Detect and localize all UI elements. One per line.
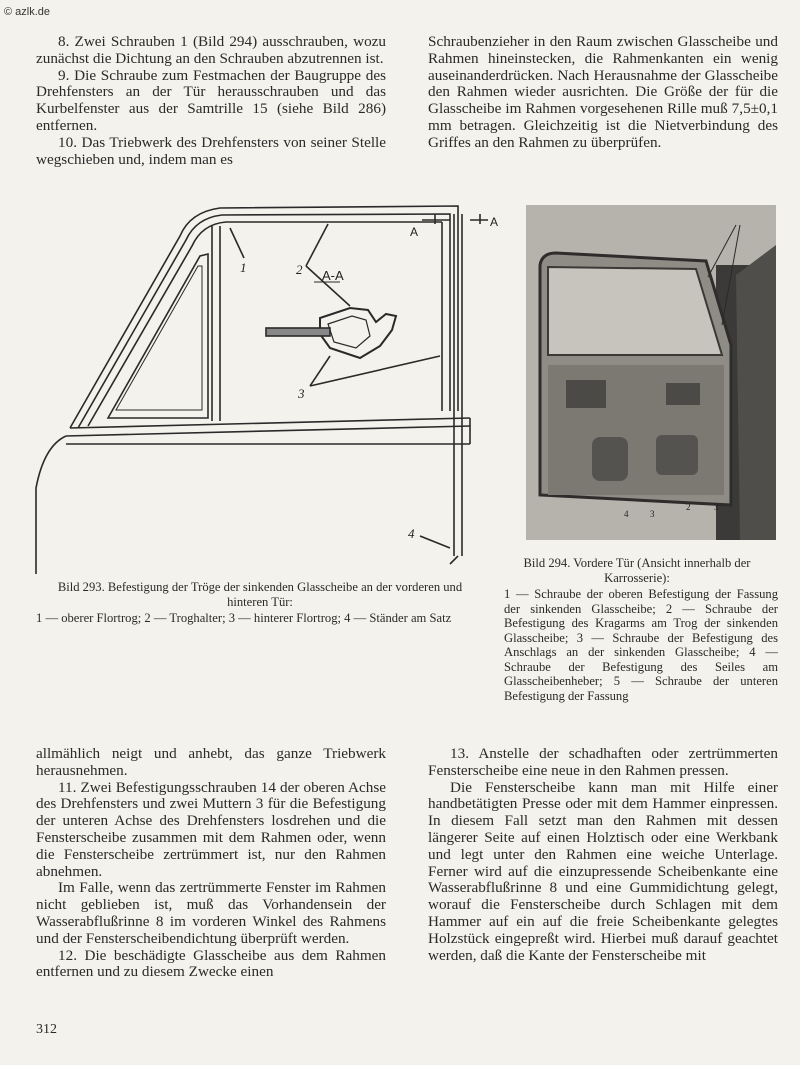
- figure-294-label-3a: 3: [650, 509, 655, 519]
- figure-293-legend: 1 — oberer Flortrog; 2 — Troghalter; 3 — hinterer Flortrog; 4 — Ständer am Satz: [36, 611, 452, 625]
- paragraph-step-10: 10. Das Triebwerk des Drehfensters von seiner Stelle wegschieben und, indem man es: [36, 133, 386, 168]
- paragraph-step-11: 11. Zwei Befestigungsschrauben 14 der oberen Achse des Drehfensters und zwei Muttern 3 für die Befestigung der unteren Achse des Drehfensters losdrehen und die Fensterscheibe zusammen mit dem Rahmen oder, wenn die Fensterscheibe zertrümmert ist, nur den Rahmen abnehmen.: [36, 778, 386, 880]
- figure-294-title: Bild 294. Vordere Tür (Ansicht innerhalb der Karrosserie):: [523, 556, 751, 585]
- paragraph-broken-window: Im Falle, wenn das zertrümmerte Fenster im Rahmen nicht geblieben ist, muß das Vorhandensein der Wasserabflußrinne 8 im vorderen Winkel des Rahmens und der Fensterscheibendichtung überprüft werden.: [36, 879, 386, 947]
- figure-293-drawing: [30, 196, 502, 574]
- paragraph-step-8: 8. Zwei Schrauben 1 (Bild 294) ausschrauben, wozu zunächst die Dichtung an den Schrauben abzutrennen ist.: [36, 33, 386, 67]
- paragraph-continuation-step-10: allmählich neigt und anhebt, das ganze Triebwerk herausnehmen.: [36, 745, 386, 779]
- figure-293-caption: [36, 580, 484, 626]
- paragraph-step-12: 12. Die beschädigte Glasscheibe aus dem Rahmen entfernen und zu diesem Zwecke einen: [36, 946, 386, 981]
- figure-294-photo: [526, 205, 776, 540]
- text-column-top-right: [428, 34, 778, 152]
- page-number: 312: [36, 1022, 57, 1037]
- figure-293-title: Bild 293. Befestigung der Tröge der sinkenden Glasscheibe an der vorderen und hinteren Tür:: [57, 580, 463, 609]
- watermark: © azlk.de: [4, 6, 51, 18]
- text-column-bottom-left: [36, 746, 386, 981]
- paragraph-pressing: Die Fensterscheibe kann man mit Hilfe einer handbetätigten Presse oder mit dem Hammer einpressen. In diesem Fall setzt man den Rahmen mit dessen längerer Seite auf einen Holztisch oder eine Werkbank und legt unter den Rahmen eine weiche Unterlage. Ferner wird auf die einzupressende Scheibenkante eine Wasserabflußrinne 8 und eine Gummidichtung gelegt, worauf die Fensterscheibe durch Schlagen mit dem Hammer auf ein auf die freie Scheibenkante gelegtes Holzstück eingepreßt wird. Hierbei muß darauf geachtet werden, daß die Kante der Fensterscheibe mit: [428, 778, 778, 964]
- paragraph-step-9: 9. Die Schraube zum Festmachen der Baugruppe des Drehfensters an der Tür herausschrauben und das Kurbelfenster aus der Samtrille 15 (siehe Bild 286) entfernen.: [36, 66, 386, 134]
- figure-294-label-3b: 3: [714, 502, 719, 512]
- paragraph-continuation: Schraubenzieher in den Raum zwischen Glasscheibe und Rahmen hineinstecken, die Rahmenkanten ein wenig auseinanderdrücken. Nach Herausnahme der Glasscheibe den Rahmen wieder ausrichten. Die Größe der für die Glasscheibe im Rahmen vorgesehenen Rille muß 7,5±0,1 mm betragen. Gleichzeitig ist die Nietverbindung des Griffes an den Rahmen zu überprüfen.: [428, 33, 778, 151]
- figure-294-caption: [496, 556, 778, 703]
- text-column-bottom-right: [428, 746, 778, 964]
- paragraph-step-13: 13. Anstelle der schadhaften oder zertrümmerten Fensterscheibe eine neue in den Rahmen pressen.: [428, 745, 778, 779]
- text-column-top-left: [36, 34, 386, 168]
- figure-293-label-a-left: A: [410, 225, 419, 239]
- figure-294-legend: 1 — Schraube der oberen Befestigung der Fassung der sinkenden Glasscheibe; 2 — Schraube der Befestigung des Kragarms am Trog der sinkenden Glasscheibe; 3 — Schraube der Befestigung des Anschlags an der sinkenden Glasscheibe; 4 — Schraube der Befestigung des Seiles am Glasscheibenheber; 5 — Schraube der unteren Befestigung der Fassung: [504, 587, 778, 703]
- figure-293-label-2: 2: [296, 262, 303, 277]
- figure-293-label-section: A-A: [322, 268, 344, 283]
- figure-294-label-2: 2: [686, 502, 691, 512]
- figure-293-label-4: 4: [408, 526, 415, 541]
- figure-294-label-4: 4: [624, 509, 629, 519]
- figure-293-label-3: 3: [298, 386, 305, 401]
- figure-293-label-1: 1: [240, 260, 247, 275]
- figure-293-label-a-right: A: [490, 215, 499, 229]
